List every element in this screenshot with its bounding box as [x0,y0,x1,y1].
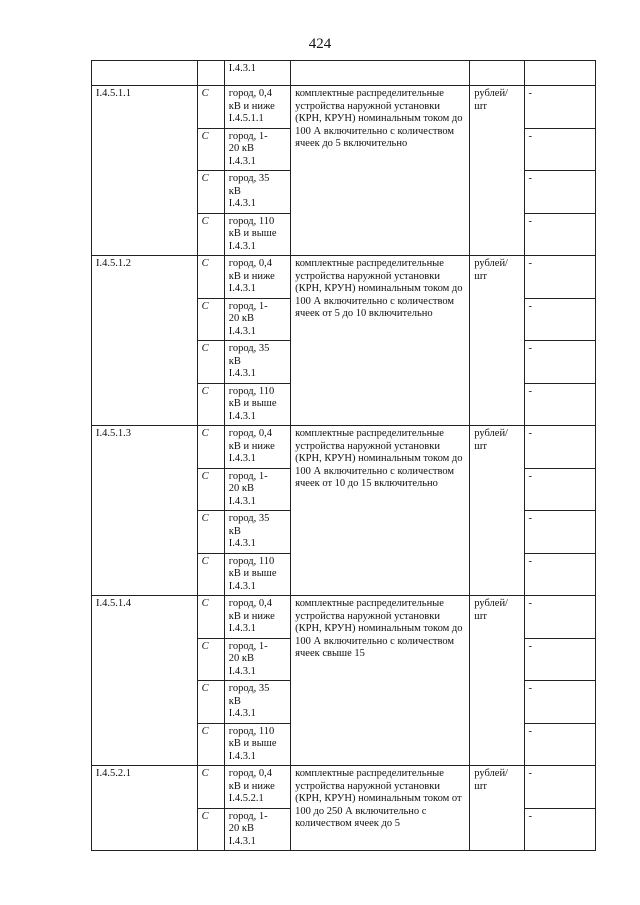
cell-category [224,86,290,129]
cell-value: - [524,383,595,426]
cell-indicator: С [197,766,224,809]
cell-description: комплектные распределительные устройства наружной установки (КРН, КРУН) номинальным током от 100 до 250 А включительно с количеством ячеек до 5 [291,766,470,851]
cell-category [224,383,290,426]
category-line: город, 35 [228,513,270,524]
cell-category [224,341,290,384]
cell-value: - [524,681,595,724]
category-line: I.4.3.1 [228,453,256,464]
category-line: город, 110 [228,385,275,397]
category-line: город, 110 [228,555,275,567]
cell-indicator: С [197,553,224,596]
cell-value: - [524,638,595,681]
cell-category [224,468,290,511]
category-line: кВ [228,695,241,707]
cell-unit: рублей/ шт [470,86,524,256]
cell-category: I.4.3.1 [224,61,290,86]
cell-category [224,681,290,724]
category-line: 20 кВ [228,653,255,664]
category-line: I.4.3.1 [228,155,256,167]
category-line: I.4.3.1 [228,708,256,719]
cell-category [224,298,290,341]
cell-value: - [524,171,595,214]
cell-indicator: С [197,341,224,384]
cell-description [291,61,470,86]
cell-category [224,723,290,766]
category-line: I.4.3.1 [228,580,256,592]
cell-indicator: С [197,681,224,724]
cell-indicator: С [197,86,224,129]
cell-value: - [524,766,595,809]
cell-category [224,808,290,851]
cell-indicator: С [197,638,224,681]
category-line: город, 0,4 [228,258,272,269]
cell-value: - [524,808,595,851]
category-line: город, 1- [228,300,268,312]
cell-description: комплектные распределительные устройства наружной установки (КРН, КРУН) номинальным током до 100 А включительно с количеством ячеек до 5 включительно [291,86,470,256]
category-line: кВ [228,525,241,537]
cell-unit [470,61,524,86]
cell-indicator: С [197,723,224,766]
cell-indicator: С [197,383,224,426]
category-line: 20 кВ [228,313,255,324]
category-line: город, 110 [228,215,275,227]
category-line: город, 1- [228,470,268,482]
table-row [92,766,596,809]
category-line: кВ и ниже [228,780,275,792]
category-line: кВ и выше [228,568,277,579]
cell-description: комплектные распределительные устройства наружной установки (КРН, КРУН) номинальным током до 100 А включительно с количеством ячеек от 5 до 10 включительно [291,256,470,426]
cell-category [224,766,290,809]
cell-indicator: С [197,213,224,256]
category-line: 20 кВ [228,483,255,494]
category-line: город, 0,4 [228,88,272,99]
table-body [92,61,596,851]
category-line: I.4.5.1.1 [228,113,264,124]
table-row [92,86,596,129]
cell-category [224,213,290,256]
category-line: I.4.3.1 [228,495,256,507]
category-line: кВ [228,355,241,367]
tariff-table [91,60,596,851]
category-line: город, 35 [228,683,270,694]
page-number: 424 [308,36,332,52]
cell-value: - [524,553,595,596]
cell-description: комплектные распределительные устройства наружной установки (КРН, КРУН) номинальным током до 100 А включительно с количеством ячеек от 10 до 15 включительно [291,426,470,596]
table-row [92,256,596,299]
category-line: город, 0,4 [228,598,272,609]
category-line: I.4.3.1 [228,538,256,549]
table-row [92,426,596,469]
cell-value: - [524,723,595,766]
cell-indicator: С [197,596,224,639]
category-line: кВ и выше [228,398,277,409]
category-line: кВ и выше [228,738,277,749]
category-line: I.4.3.1 [228,410,256,422]
cell-category [224,256,290,299]
cell-unit: рублей/ шт [470,256,524,426]
category-line: кВ и ниже [228,270,275,282]
category-line: I.4.3.1 [228,198,256,209]
cell-code: I.4.5.1.4 [92,596,198,766]
category-line: город, 1- [228,810,268,822]
table-row [92,596,596,639]
cell-value: - [524,468,595,511]
cell-code: I.4.5.1.2 [92,256,198,426]
category-line: 20 кВ [228,823,255,834]
category-line: город, 0,4 [228,768,272,779]
category-line: город, 1- [228,640,268,652]
cell-unit: рублей/ шт [470,766,524,851]
cell-value: - [524,256,595,299]
table-row-continuation [92,61,596,86]
cell-indicator: С [197,468,224,511]
cell-value [524,61,595,86]
cell-value: - [524,511,595,554]
cell-unit: рублей/ шт [470,426,524,596]
category-line: I.4.3.1 [228,623,256,634]
cell-value: - [524,298,595,341]
category-line: кВ и ниже [228,100,275,112]
category-line: I.4.3.1 [228,283,256,294]
cell-value: - [524,86,595,129]
cell-category [224,128,290,171]
category-line: город, 35 [228,173,270,184]
category-line: I.4.3.1 [228,240,256,252]
cell-indicator: С [197,426,224,469]
category-line: кВ и ниже [228,610,275,622]
cell-description: комплектные распределительные устройства наружной установки (КРН, КРУН) номинальным током до 100 А включительно с количеством ячеек свыше 15 [291,596,470,766]
cell-category [224,596,290,639]
cell-indicator: С [197,256,224,299]
cell-indicator: С [197,808,224,851]
cell-indicator: С [197,298,224,341]
category-line: город, 0,4 [228,428,272,439]
category-line: кВ и ниже [228,440,275,452]
category-line: I.4.5.2.1 [228,793,264,804]
category-line: 20 кВ [228,143,255,154]
cell-value: - [524,128,595,171]
cell-value: - [524,426,595,469]
category-line: город, 110 [228,725,275,737]
cell-code: I.4.5.2.1 [92,766,198,851]
category-line: I.4.3.1 [228,835,256,847]
cell-indicator: С [197,171,224,214]
cell-code: I.4.5.1.1 [92,86,198,256]
cell-indicator: С [197,128,224,171]
cell-unit: рублей/ шт [470,596,524,766]
cell-indicator: С [197,511,224,554]
cell-value: - [524,341,595,384]
cell-code: I.4.5.1.3 [92,426,198,596]
category-line: кВ [228,185,241,197]
category-line: I.4.3.1 [228,368,256,379]
cell-code [92,61,198,86]
category-line: кВ и выше [228,228,277,239]
cell-category [224,426,290,469]
cell-value: - [524,596,595,639]
category-line: I.4.3.1 [228,325,256,337]
cell-category [224,638,290,681]
cell-value: - [524,213,595,256]
cell-indicator [197,61,224,86]
category-line: город, 35 [228,343,270,354]
cell-category [224,171,290,214]
cell-category [224,553,290,596]
category-line: I.4.3.1 [228,750,256,762]
cell-category [224,511,290,554]
category-line: I.4.3.1 [228,665,256,677]
category-line: город, 1- [228,130,268,142]
